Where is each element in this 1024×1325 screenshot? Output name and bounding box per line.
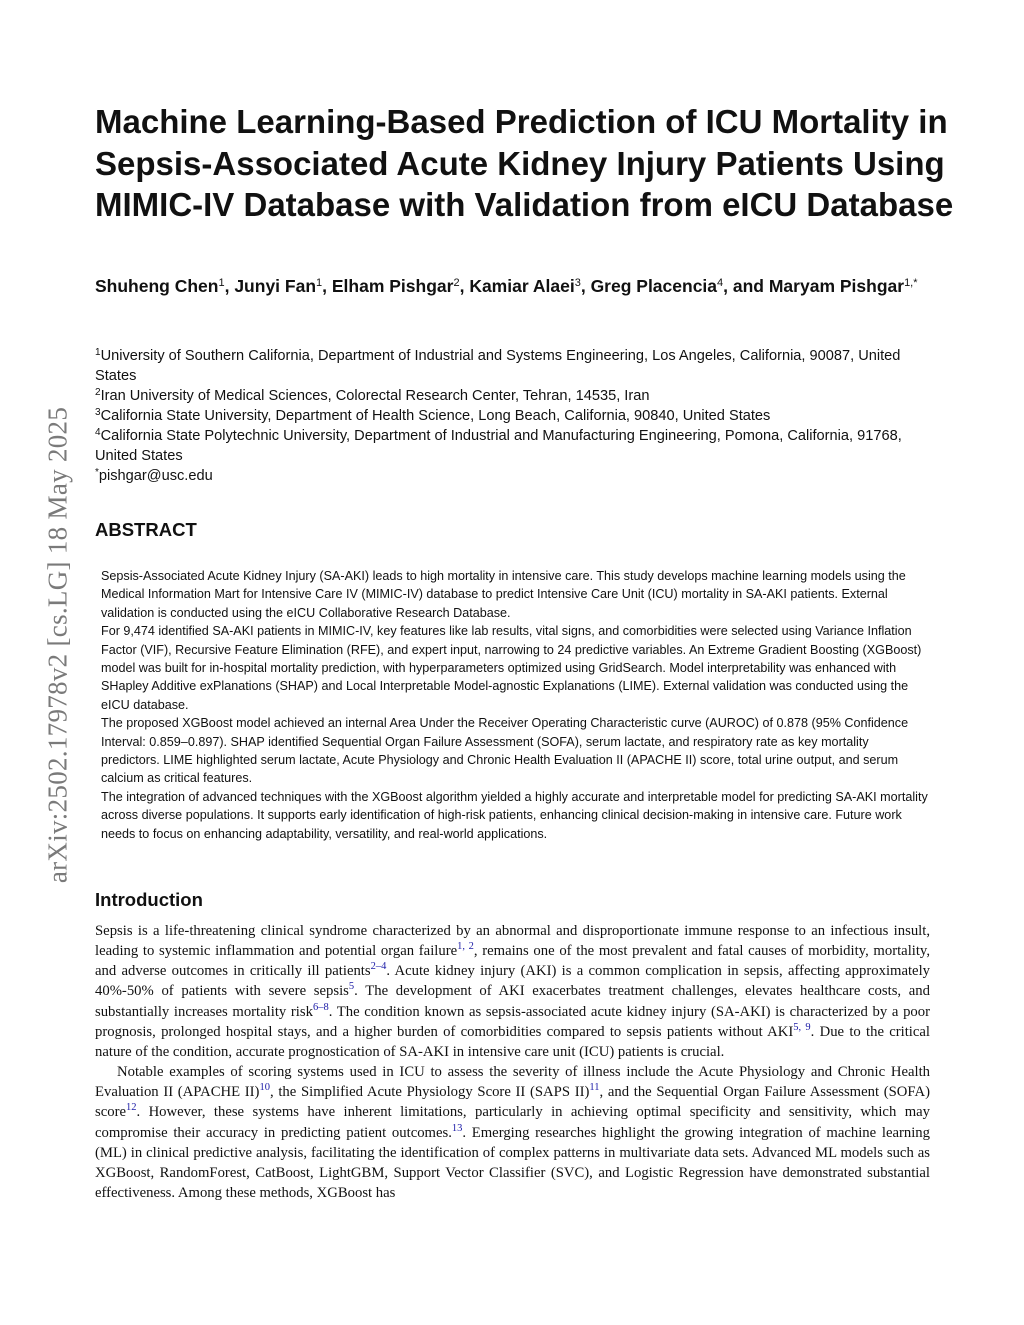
affiliation-mark: 1,* [904, 277, 918, 289]
affiliation-text: California State Polytechnic University, Department of Industrial and Manufacturing Engineering, Pomona, California, 91768, United States [95, 428, 902, 464]
author-name: Maryam Pishgar [768, 276, 905, 296]
affiliation-mark: 3 [574, 277, 581, 289]
affiliation-mark: 4 [717, 277, 724, 289]
author-list: Shuheng Chen$^1$, Junyi Fan$^1$, Elham Pishgar$^2$, Kamiar Alaei$^3$, Greg Placencia$^4$, and Maryam Pishgar$^{1,*}$ [95, 276, 918, 296]
affiliation-text: Iran University of Medical Sciences, Colorectal Research Center, Tehran, 14535, Iran [100, 388, 650, 404]
body-text: , the Simplified Acute Physiology Score II (SAPS II) [269, 1084, 590, 1101]
affiliation-mark: 4 [95, 427, 101, 438]
body-text: . However, these systems have inherent limitations, particularly in achieving optimal specificity and sensitivity, which may compromise their accuracy in predicting patient outcomes. [95, 1104, 930, 1141]
author-name: Kamiar Alaei [469, 276, 575, 296]
body-text: Notable examples of scoring systems used in ICU to assess the severity of illness include the Acute Physiology and Chronic Health Evaluation II (APACHE II) [95, 1064, 930, 1101]
affiliation-item [95, 426, 945, 466]
abstract-body [101, 567, 929, 843]
body-text: Sepsis is a life-threatening clinical syndrome characterized by an abnormal and disproportionate immune response to an infectious insult, leading to systemic inflammation and potential organ failure [95, 923, 930, 960]
citation-link[interactable]: 11 [589, 1082, 600, 1094]
affiliation-mark: 3 [95, 407, 101, 418]
affiliation-text: pishgar@usc.edu [98, 468, 213, 484]
author-name: Elham Pishgar [331, 276, 454, 296]
author-name: Greg Placencia [590, 276, 718, 296]
affiliation-mark: 1 [218, 277, 225, 289]
affiliation-text: University of Southern California, Department of Industrial and Systems Engineering, Los Angeles, California, 90087, United States [95, 348, 901, 384]
body-text: . Due to the critical nature of the condition, accurate prognostication of SA-AKI in intensive care unit (ICU) patients is crucial. [95, 1023, 931, 1060]
affiliation-mark: * [95, 467, 99, 478]
body-text: . The condition known as sepsis-associated acute kidney injury (SA-AKI) is characterized by a poor prognosis, prolonged hospital stays, and a higher burden of comorbidities compared to sepsis patients without AKI [95, 1003, 930, 1040]
intro-paragraph [95, 1062, 930, 1203]
affiliation-mark: 1 [95, 347, 101, 358]
introduction-body [95, 921, 930, 1203]
paper-title: Machine Learning-Based Prediction of ICU Mortality in Sepsis-Associated Acute Kidney Injury Patients Using MIMIC-IV Database with Validation from eICU Database [95, 103, 954, 223]
abstract-paragraph: Sepsis-Associated Acute Kidney Injury (SA-AKI) leads to high mortality in intensive care. This study develops machine learning models using the Medical Information Mart for Intensive Care IV (MIMIC-IV) database to predict Intensive Care Unit (ICU) mortality in SA-AKI patients. External validation is conducted using the eICU Collaborative Research Database. [101, 569, 906, 620]
body-text: , remains one of the most prevalent and fatal causes of morbidity, mortality, and adverse outcomes in critically ill patients [95, 943, 930, 980]
affiliation-mark: 2 [453, 277, 460, 289]
citation-link[interactable]: 10 [259, 1082, 270, 1094]
citation-link[interactable]: 13 [451, 1122, 463, 1134]
abstract-paragraph: For 9,474 identified SA-AKI patients in MIMIC-IV, key features like lab results, vital signs, and comorbidities were selected using Variance Inflation Factor (VIF), Recursive Feature Elimination (RFE), and expert input, narrowing to 24 predictive variables. An Extreme Gradient Boosting (XGBoost) model was built for in-hospital mortality prediction, with hyperparameters optimized using GridSearch. Model interpretability was enhanced with SHapley Additive exPlanations (SHAP) and Local Interpretable Model-agnostic Explanations (LIME). External validation was conducted using the eICU database. [101, 624, 922, 712]
affiliation-mark: 1 [316, 277, 323, 289]
citation-link[interactable]: 6–8 [312, 1001, 329, 1013]
citation-link[interactable]: 5 [348, 981, 355, 993]
affiliation-item [95, 466, 945, 486]
body-text: . Emerging researches highlight the growing integration of machine learning (ML) in clinical predictive analysis, facilitating the identification of complex patterns in multivariate data sets. Advanced ML models such as XGBoost, RandomForest, CatBoost, LightGBM, Support Vector Classifier (SVC), and Logistic Regression have demonstrated substantial effectiveness. Among these methods, XGBoost has [95, 1124, 930, 1202]
abstract-heading: ABSTRACT [95, 519, 197, 540]
body-text: . Acute kidney injury (AKI) is a common complication in sepsis, affecting approximately 40%-50% of patients with severe sepsis [95, 963, 930, 1000]
citation-link[interactable]: 12 [126, 1102, 137, 1114]
affiliation-text: California State University, Department of Health Science, Long Beach, California, 90840, United States [100, 408, 771, 424]
affiliation-item [95, 346, 945, 386]
affiliation-item [95, 386, 945, 406]
citation-link[interactable]: 2–4 [370, 961, 387, 973]
intro-paragraph [95, 921, 930, 1062]
author-name: Junyi Fan [234, 276, 317, 296]
body-text: . The development of AKI exacerbates treatment challenges, elevates healthcare costs, and substantially increases mortality risk [95, 983, 930, 1020]
abstract-paragraph: The integration of advanced techniques with the XGBoost algorithm yielded a highly accurate and interpretable model for predicting SA-AKI mortality across diverse populations. It supports early identification of high-risk patients, enhancing clinical decision-making in intensive care. Future work needs to focus on enhancing adaptability, versatility, and real-world applications. [101, 789, 928, 841]
affiliation-list [95, 346, 945, 486]
affiliation-item [95, 406, 945, 426]
affiliation-mark: 2 [95, 387, 101, 398]
introduction-heading: Introduction [95, 889, 203, 910]
citation-link[interactable]: 5, 9 [793, 1021, 811, 1033]
author-name: Shuheng Chen [95, 276, 219, 296]
body-text: , and the Sequential Organ Failure Assessment (SOFA) score [95, 1084, 930, 1121]
citation-link[interactable]: 1, 2 [457, 941, 474, 953]
abstract-paragraph: The proposed XGBoost model achieved an internal Area Under the Receiver Operating Characteristic curve (AUROC) of 0.878 (95% Confidence Interval: 0.859–0.897). SHAP identified Sequential Organ Failure Assessment (SOFA), serum lactate, and respiratory rate as key mortality predictors. LIME highlighted serum lactate, Acute Physiology and Chronic Health Evaluation II (APACHE II) score, total urine output, and serum calcium as critical features. [101, 716, 909, 786]
arxiv-identifier: arXiv:2502.17978v2 [cs.LG] 18 May 2025 [42, 406, 73, 884]
